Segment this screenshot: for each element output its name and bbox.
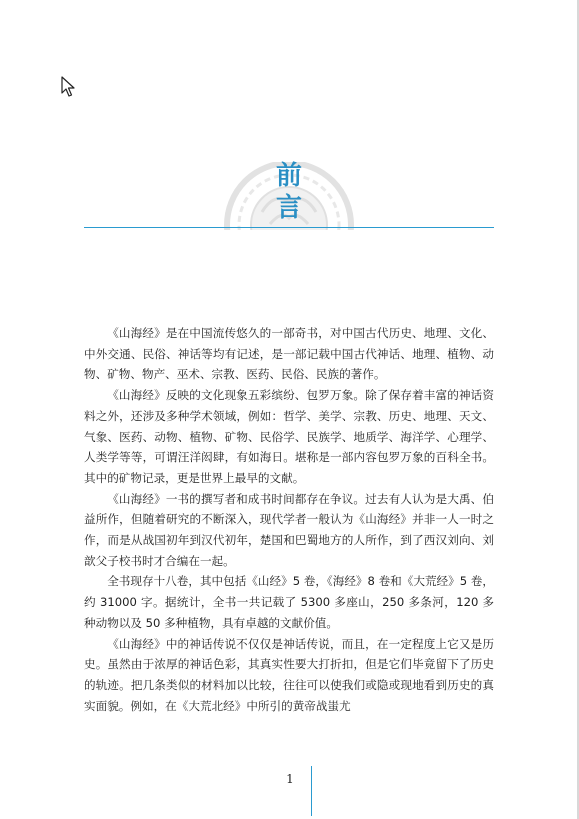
heading-divider [84, 227, 494, 228]
preface-heading [222, 162, 356, 230]
paragraph-5: 《山海经》中的神话传说不仅仅是神话传说，而且，在一定程度上它又是历史。虽然由于浓厚的神话色彩，其真实性要大打折扣，但是它们毕竟留下了历史的轨迹。把几条类似的材料加以比较，往往可以使我们或隐或现地看到历史的真实面貌。例如，在《大荒北经》中所引的黄帝战蚩尤 [84, 636, 494, 713]
mouse-pointer-icon [61, 76, 75, 98]
page-number: 1 [286, 772, 294, 786]
heading-char-1: 前 [275, 161, 302, 191]
heading-char-2: 言 [275, 193, 302, 223]
preface-body [84, 323, 494, 716]
paragraph-2: 《山海经》反映的文化现象五彩缤纷、包罗万象。除了保存着丰富的神话资料之外，还涉及多种学术领域，例如：哲学、美学、宗教、历史、地理、天文、气象、医药、动物、植物、矿物、民俗学、民族学、地质学、海洋学、心理学、人类学等等，可谓汪洋闳肆，有如海日。堪称是一部内容包罗万象的百科全书。其中的矿物记录，更是世界上最早的文献。 [84, 388, 494, 485]
paragraph-3: 《山海经》一书的撰写者和成书时间都存在争议。过去有人认为是大禹、伯益所作，但随着研究的不断深入，现代学者一般认为《山海经》并非一人一时之作，而是从战国初年到汉代初年，楚国和巴蜀地方的人所作，到了西汉刘向、刘歆父子校书时才合编在一起。 [84, 491, 494, 568]
footer-divider [311, 766, 312, 816]
paragraph-1: 《山海经》是在中国流传悠久的一部奇书，对中国古代历史、地理、文化、中外交通、民俗、神话等均有记述，是一部记载中国古代神话、地理、植物、动物、矿物、物产、巫术、宗教、医药、民俗、民族的著作。 [84, 326, 494, 382]
paragraph-4: 全书现存十八卷，其中包括《山经》5 卷，《海经》8 卷和《大荒经》5 卷，约 31000 字。据统计，全书一共记载了 5300 多座山，250 多条河，120 多种动物以及 50 多种植物，具有卓越的文献价值。 [84, 574, 494, 630]
